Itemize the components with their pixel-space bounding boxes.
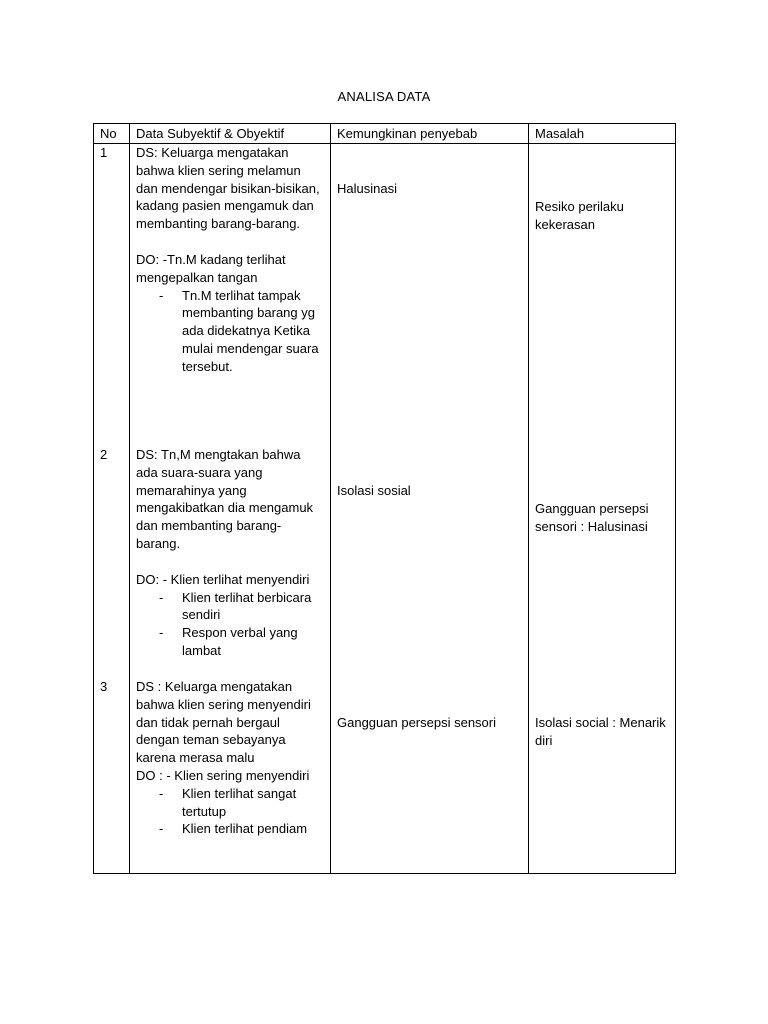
row-3-cause: Gangguan persepsi sensori bbox=[337, 715, 496, 730]
row-3-do-list bbox=[136, 785, 324, 838]
row-2-do-list bbox=[136, 589, 324, 660]
row-3-data bbox=[136, 678, 324, 838]
row-3-issue: Isolasi social : Menarik diri bbox=[535, 715, 666, 748]
header-issue: Masalah bbox=[529, 124, 676, 144]
row-2-ds: DS: Tn,M mengtakan bahwa ada suara-suara yang memarahinya yang mengakibatkan dia mengamuk dan membanting barang-barang. bbox=[136, 447, 314, 551]
row-1-issue: Resiko perilaku kekerasan bbox=[535, 199, 624, 232]
cause-column bbox=[331, 144, 529, 874]
row-1-do: DO: -Tn.M kadang terlihat mengepalkan tangan bbox=[136, 251, 286, 285]
list-item: - Respon verbal yang lambat bbox=[182, 624, 324, 660]
row-3-ds: DS : Keluarga mengatakan bahwa klien sering menyendiri dan tidak pernah bergaul dengan teman sebayanya karena merasa malu bbox=[136, 679, 311, 766]
header-data: Data Subyektif & Obyektif bbox=[130, 124, 331, 144]
row-1-cause: Halusinasi bbox=[337, 181, 397, 196]
list-item: - Klien terlihat sangat tertutup bbox=[182, 785, 324, 821]
table-body-row bbox=[94, 144, 676, 874]
header-cause: Kemungkinan penyebab bbox=[331, 124, 529, 144]
row-number-3: 3 bbox=[100, 679, 108, 694]
list-item: - Klien terlihat pendiam bbox=[182, 820, 324, 838]
row-number-1: 1 bbox=[100, 145, 108, 160]
list-item: - Tn.M terlihat tampak membanting barang yg ada didekatnya Ketika mulai mendengar suara tersebut. bbox=[182, 287, 324, 376]
document-title: ANALISA DATA bbox=[337, 89, 431, 104]
row-3-do: DO : - Klien sering menyendiri bbox=[136, 767, 310, 783]
data-column bbox=[130, 144, 331, 874]
row-2-cause: Isolasi sosial bbox=[337, 483, 411, 498]
row-2-do: DO: - Klien terlihat menyendiri bbox=[136, 571, 310, 587]
row-2-issue: Gangguan persepsi sensori : Halusinasi bbox=[535, 501, 649, 534]
no-column bbox=[94, 144, 130, 874]
row-1-do-list bbox=[136, 287, 324, 376]
row-1-data bbox=[136, 144, 324, 376]
issue-column bbox=[529, 144, 676, 874]
row-2-data bbox=[136, 446, 324, 660]
header-no: No bbox=[94, 124, 130, 144]
row-number-2: 2 bbox=[100, 447, 108, 462]
list-item: - Klien terlihat berbicara sendiri bbox=[182, 589, 324, 625]
analysis-table bbox=[93, 123, 676, 874]
table-header-row bbox=[94, 124, 676, 144]
row-1-ds: DS: Keluarga mengatakan bahwa klien sering melamun dan mendengar bisikan-bisikan, kadang pasien mengamuk dan membanting barang-barang. bbox=[136, 145, 320, 232]
